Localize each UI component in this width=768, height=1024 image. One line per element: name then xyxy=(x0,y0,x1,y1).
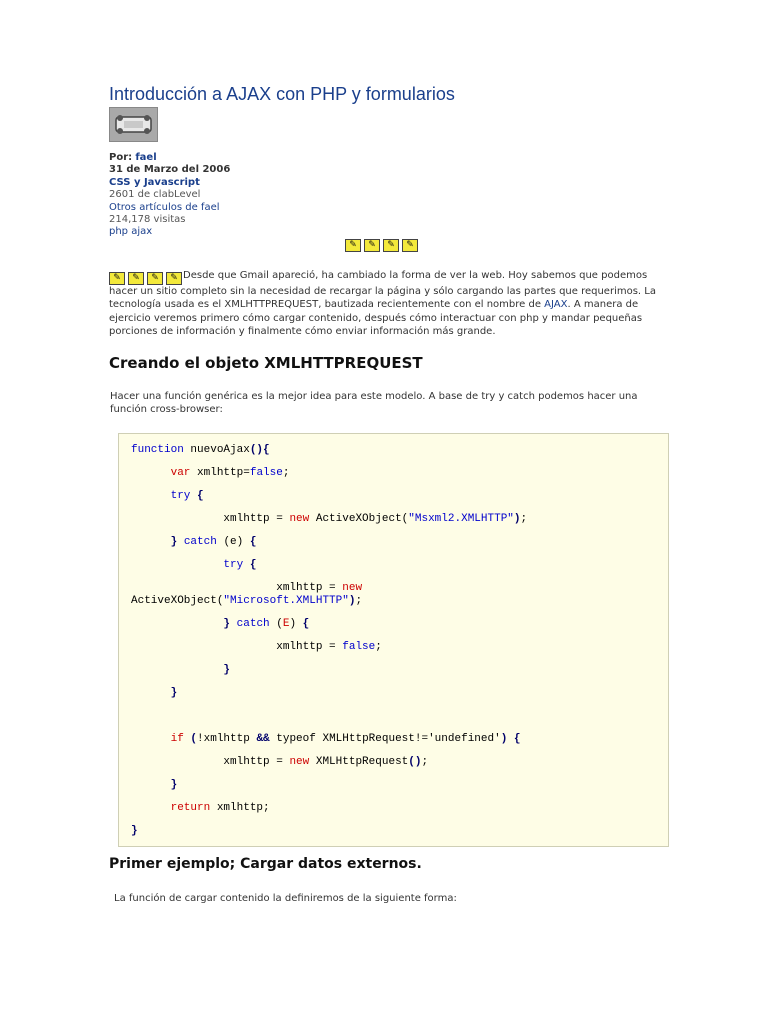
rating-icon[interactable]: ✎ xyxy=(383,239,399,252)
tags-link[interactable]: php ajax xyxy=(109,226,153,238)
rating-icon: ✎ xyxy=(166,272,182,285)
code-line: } catch (E) { xyxy=(223,618,310,630)
code-line: try { xyxy=(170,490,204,502)
author-link[interactable]: fael xyxy=(135,152,157,163)
code-line: try { xyxy=(223,559,257,571)
article-date: 31 de Marzo del 2006 xyxy=(109,164,231,176)
intro-paragraph xyxy=(109,269,659,338)
clablevel: 2601 de clabLevel xyxy=(109,189,201,201)
intro-text: Desde que Gmail apareció, ha cambiado la forma de ver la web. Hoy sabemos que podemos hacer un sitio completo sin la necesidad de recargar la página y sólo cargando las partes que requerimos. La tecnología usada es el XMLHTTPREQUEST, bautizada recientemente con el nombre de xyxy=(109,270,656,311)
rating-stars[interactable] xyxy=(345,239,418,252)
rating-icon: ✎ xyxy=(128,272,144,285)
rating-stars-inline xyxy=(109,272,182,285)
code-line: } catch (e) { xyxy=(170,536,257,548)
section-heading: Primer ejemplo; Cargar datos externos. xyxy=(109,856,422,872)
section-paragraph: Hacer una función genérica es la mejor idea para este modelo. A base de try y catch podemos hacer una función cross-browser: xyxy=(110,391,638,415)
intro-text-end: . A manera de ejercicio veremos primero cómo cargar contenido, después cómo interactuar con php y mandar pequeñas porciones de información y finalmente cómo enviar información más grande. xyxy=(109,299,643,337)
code-line: if (!xmlhttp && typeof XMLHttpRequest!='undefined') { xyxy=(170,733,521,745)
section-heading: Creando el objeto XMLHTTPREQUEST xyxy=(109,354,423,372)
code-line: function nuevoAjax(){ xyxy=(131,444,270,456)
code-line: var xmlhttp=false; xyxy=(170,467,290,479)
code-line: } xyxy=(170,687,178,699)
code-line: xmlhttp = new ActiveXObject("Msxml2.XMLHTTP"); xyxy=(223,513,528,525)
code-block xyxy=(118,433,669,847)
rating-icon: ✎ xyxy=(109,272,125,285)
section-paragraph: La función de cargar contenido la definiremos de la siguiente forma: xyxy=(114,893,457,904)
code-line: xmlhttp = new XMLHttpRequest(); xyxy=(223,756,429,768)
category-link[interactable]: CSS y Javascript xyxy=(109,176,200,188)
article-title: Introducción a AJAX con PHP y formularios xyxy=(109,84,455,104)
rating-icon: ✎ xyxy=(147,272,163,285)
rating-icon[interactable]: ✎ xyxy=(364,239,380,252)
code-line: } xyxy=(131,825,138,837)
code-line: } xyxy=(223,664,231,676)
visit-count: 214,178 visitas xyxy=(109,214,186,226)
other-articles-link[interactable]: Otros artículos de fael xyxy=(109,201,220,213)
article-thumbnail-icon xyxy=(109,107,158,142)
rating-icon[interactable]: ✎ xyxy=(402,239,418,252)
code-line: return xmlhttp; xyxy=(170,802,270,814)
by-label: Por: xyxy=(109,152,133,163)
code-line: } xyxy=(170,779,178,791)
rating-icon[interactable]: ✎ xyxy=(345,239,361,252)
code-line: xmlhttp = false; xyxy=(276,641,382,653)
code-line: xmlhttp = new xyxy=(276,582,363,594)
code-line: ActiveXObject("Microsoft.XMLHTTP"); xyxy=(131,595,363,607)
ajax-link[interactable]: AJAX xyxy=(544,299,568,311)
article-meta xyxy=(109,152,230,239)
